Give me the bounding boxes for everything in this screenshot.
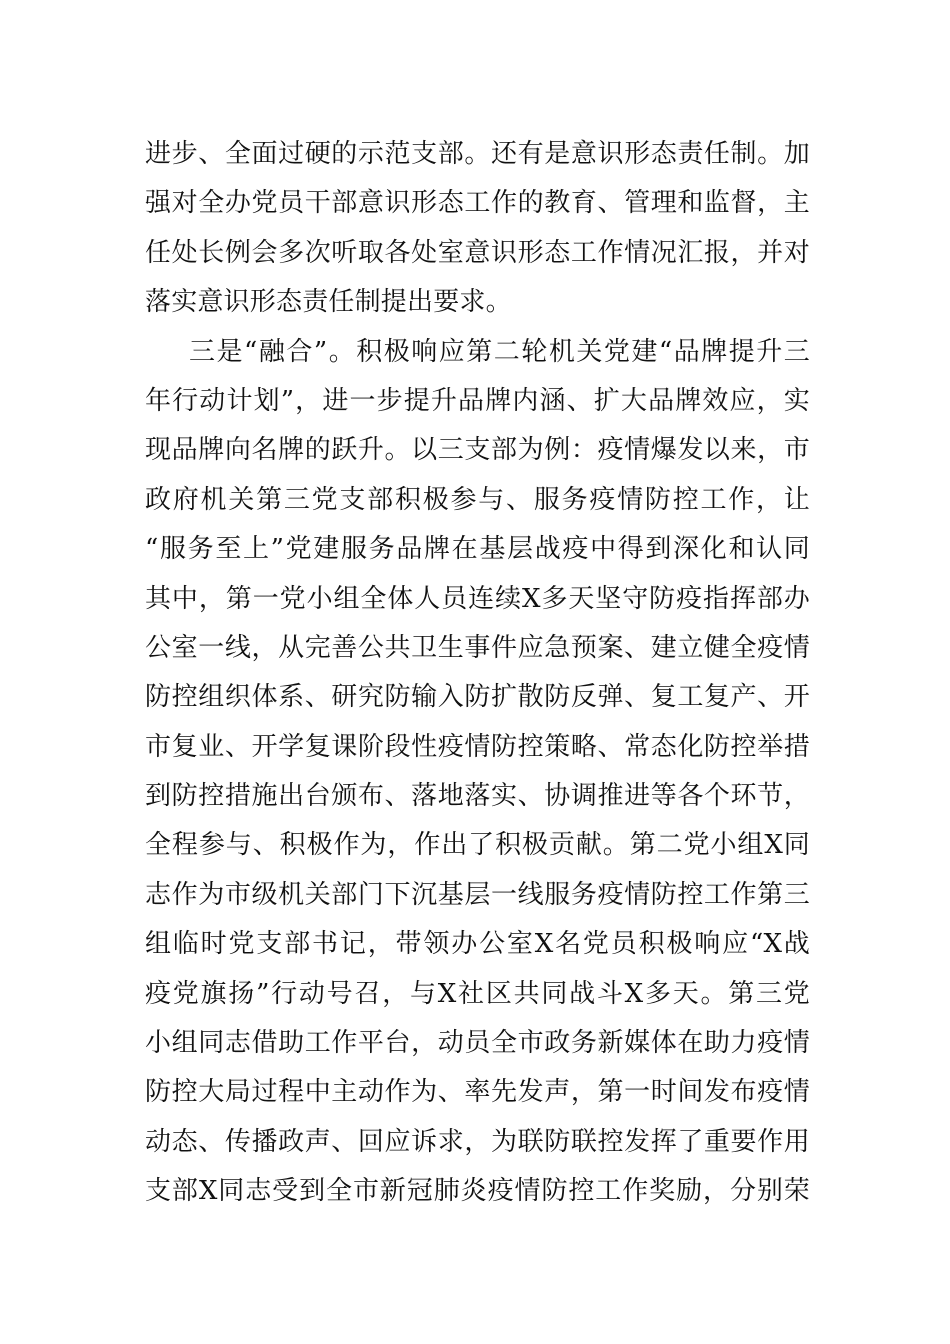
text-line: 年行动计划”，进一步提升品牌内涵、扩大品牌效应，实 <box>145 385 810 416</box>
text-line: 进步、全面过硬的示范支部。还有是意识形态责任制。加 <box>145 139 810 169</box>
text-line: 支部X同志受到全市新冠肺炎疫情防控工作奖励，分别荣 <box>145 1176 810 1207</box>
text-line: 其中，第一党小组全体人员连续X多天坚守防疫指挥部办 <box>145 583 810 614</box>
text-line: 现品牌向名牌的跃升。以三支部为例：疫情爆发以来，市 <box>145 435 810 466</box>
text-line: 志作为市级机关部门下沉基层一线服务疫情防控工作第三 <box>145 879 810 910</box>
text-line: 落实意识形态责任制提出要求。 <box>145 287 512 318</box>
paragraph-first-line: 三是“融合”。积极响应第二轮机关党建“品牌提升三 <box>189 336 810 367</box>
body-text <box>145 130 810 1217</box>
text-line: 任处长例会多次听取各处室意识形态工作情况汇报，并对 <box>145 237 810 268</box>
text-line: 政府机关第三党支部积极参与、服务疫情防控工作，让 <box>145 484 810 515</box>
text-line: 全程参与、积极作为，作出了积极贡献。第二党小组X同 <box>145 830 810 861</box>
text-line: 公室一线，从完善公共卫生事件应急预案、建立健全疫情 <box>145 632 810 663</box>
text-line: “服务至上”党建服务品牌在基层战疫中得到深化和认同 <box>145 534 810 565</box>
text-line: 到防控措施出台颁布、落地落实、协调推进等各个环节， <box>145 781 810 812</box>
text-line: 强对全办党员干部意识形态工作的教育、管理和监督，主 <box>145 188 810 219</box>
text-line: 小组同志借助工作平台，动员全市政务新媒体在助力疫情 <box>145 1028 810 1059</box>
text-line: 市复业、开学复课阶段性疫情防控策略、常态化防控举措 <box>145 731 810 762</box>
text-line: 防控大局过程中主动作为、率先发声，第一时间发布疫情 <box>145 1077 810 1108</box>
text-line: 动态、传播政声、回应诉求，为联防联控发挥了重要作用 <box>145 1126 810 1157</box>
text-line: 疫党旗扬”行动号召，与X社区共同战斗X多天。第三党 <box>145 978 810 1009</box>
text-line: 组临时党支部书记，带领办公室X名党员积极响应“X战 <box>145 929 810 960</box>
text-line: 防控组织体系、研究防输入防扩散防反弹、复工复产、开 <box>145 682 810 713</box>
